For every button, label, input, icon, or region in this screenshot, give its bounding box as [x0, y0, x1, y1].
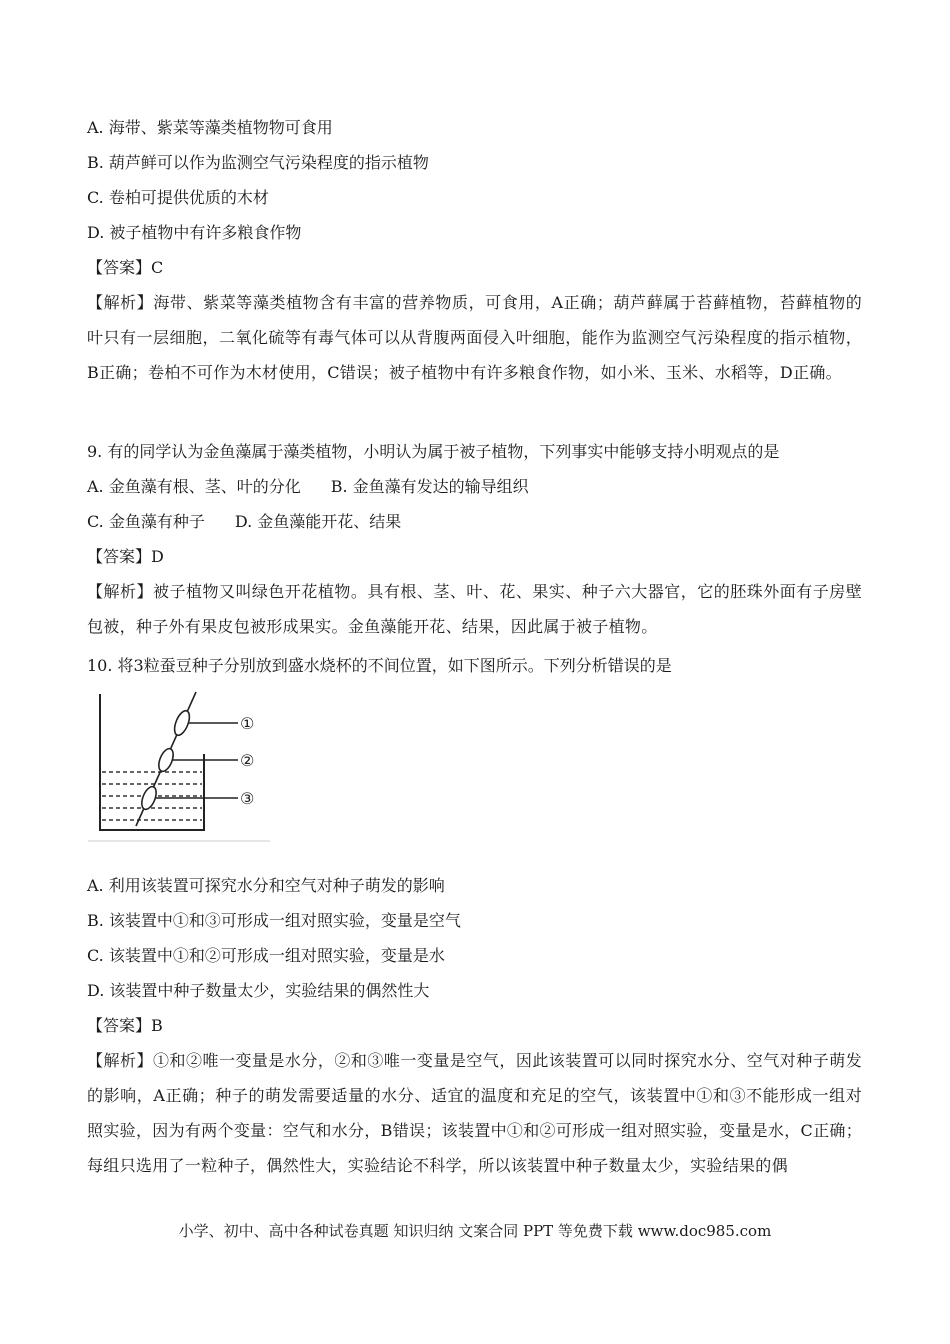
q10-option-c: C. 该装置中①和②可形成一组对照实验，变量是水 — [87, 946, 445, 965]
q10-option-b: B. 该装置中①和③可形成一组对照实验，变量是空气 — [87, 911, 461, 930]
q9-option-b: B. 金鱼藻有发达的输导组织 — [330, 477, 529, 496]
q8-option-a: A. 海带、紫菜等藻类植物物可食用 — [87, 118, 333, 137]
q10-analysis: 【解析】①和②唯一变量是水分，②和③唯一变量是空气，因此该装置可以同时探究水分、空气对种子萌发的影响，A正确；种子的萌发需要适量的水分、适宜的温度和充足的空气，该装置中①和③不能形成一组对照实验，因为有两个变量：空气和水分，B错误；该装置中①和②可形成一组对照实验，变量是水，C正确；每组只选用了一粒种子，偶然性大，实验结论不科学，所以该装置中种子数量太少，实验结果的偶 — [87, 1051, 862, 1175]
page-footer: 小学、初中、高中各种试卷真题 知识归纳 文案合同 PPT 等免费下载 www.doc985.com — [178, 1222, 772, 1240]
label-3: ③ — [240, 789, 255, 808]
q9-stem: 9. 有的同学认为金鱼藻属于藻类植物，小明认为属于被子植物，下列事实中能够支持小明观点的是 — [87, 442, 780, 461]
q8-analysis: 【解析】海带、紫菜等藻类植物含有丰富的营养物质，可食用，A正确；葫芦藓属于苔藓植物，苔藓植物的叶只有一层细胞，二氧化硫等有毒气体可以从背腹两面侵入叶细胞，能作为监测空气污染程度的指示植物，B正确；卷柏不可作为木材使用，C错误；被子植物中有许多粮食作物，如小米、玉米、水稻等，D正确。 — [87, 293, 862, 382]
q10-option-d: D. 该装置中种子数量太少，实验结果的偶然性大 — [87, 981, 430, 1000]
q10-option-a: A. 利用该装置可探究水分和空气对种子萌发的影响 — [87, 876, 445, 895]
q8-option-b: B. 葫芦鲜可以作为监测空气污染程度的指示植物 — [87, 153, 429, 172]
beaker-seed-diagram — [88, 688, 270, 843]
q9-option-a: A. 金鱼藻有根、茎、叶的分化 — [87, 477, 301, 496]
label-2: ② — [240, 751, 255, 770]
q10-answer: 【答案】B — [87, 1016, 163, 1035]
q8-option-c: C. 卷柏可提供优质的木材 — [87, 188, 269, 207]
label-1: ① — [240, 714, 255, 733]
q9-options-row-2 — [87, 512, 860, 532]
q9-option-c: C. 金鱼藻有种子 — [87, 512, 205, 531]
q8-option-d: D. 被子植物中有许多粮食作物 — [87, 223, 302, 242]
q9-options-row-1 — [87, 477, 860, 497]
q9-answer: 【答案】D — [87, 547, 164, 566]
q9-option-d: D. 金鱼藻能开花、结果 — [234, 512, 402, 531]
q9-analysis: 【解析】被子植物又叫绿色开花植物。具有根、茎、叶、花、果实、种子六大器官，它的胚珠外面有子房壁包被，种子外有果皮包被形成果实。金鱼藻能开花、结果，因此属于被子植物。 — [87, 582, 862, 636]
q10-stem: 10. 将3粒蚕豆种子分别放到盛水烧杯的不间位置，如下图所示。下列分析错误的是 — [87, 656, 672, 675]
q8-answer: 【答案】C — [87, 258, 164, 277]
